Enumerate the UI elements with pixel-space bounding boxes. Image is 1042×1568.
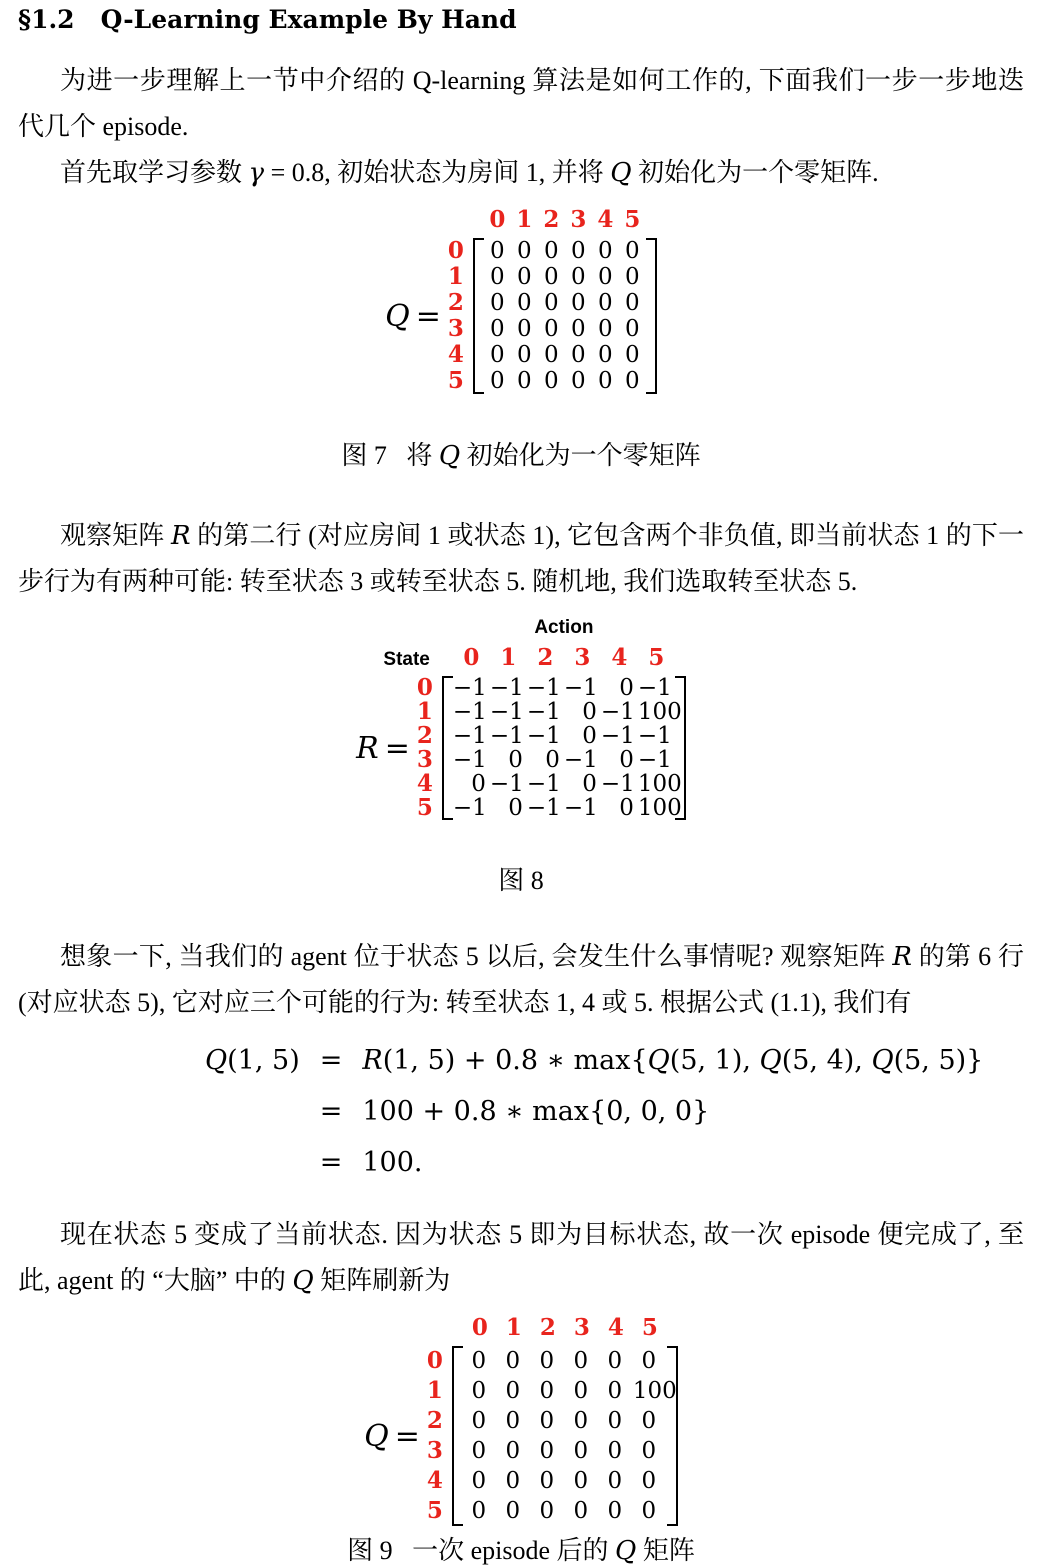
math-variable: R (362, 1045, 383, 1076)
equation-lhs (205, 1044, 300, 1078)
matrix-col-header: 3 (570, 206, 587, 233)
matrix-cell: 0 (471, 771, 486, 797)
math-variable: Q (205, 1045, 228, 1076)
text-run: (5, 5)} (893, 1045, 984, 1076)
matrix-cell: 0 (598, 238, 613, 264)
matrix-side-label: State (383, 649, 430, 670)
matrix-row-header: 5 (416, 794, 433, 821)
matrix-cell: 0 (571, 264, 586, 290)
matrix-cell: 0 (571, 316, 586, 342)
matrix-cell: 0 (619, 795, 634, 821)
matrix-cell: 0 (571, 238, 586, 264)
paragraph-parameters (18, 150, 1024, 196)
matrix-bracket-right (646, 238, 657, 394)
matrix-bracket-left (442, 676, 453, 820)
matrix-cell: 0 (625, 316, 640, 342)
text-run: 想象一下, 当我们的 agent 位于状态 5 以后, 会发生什么事情呢? 观察矩阵 (60, 942, 893, 971)
matrix-cell: −1 (526, 699, 561, 725)
matrix-cell: −1 (600, 723, 635, 749)
matrix-cell: 0 (539, 1348, 555, 1374)
text-run: (5, 1), (669, 1045, 760, 1076)
paragraph-observe-r (18, 513, 1024, 605)
math-variable: Q (871, 1045, 894, 1076)
math-variable: Q (364, 1418, 389, 1454)
matrix-variable-label (385, 299, 448, 334)
text-run: (1, 5) (227, 1045, 300, 1076)
matrix-cell: −1 (489, 699, 524, 725)
equation-lhs (205, 1095, 300, 1129)
matrix-cell: 0 (544, 316, 559, 342)
math-variable: Q (385, 298, 410, 334)
matrix-cell: −1 (489, 771, 524, 797)
matrix-cell: 0 (544, 238, 559, 264)
equation-block (205, 1044, 1024, 1180)
matrix-col-header: 1 (505, 1314, 522, 1341)
text-run: 图 9 一次 episode 后的 (347, 1536, 616, 1565)
text-run: 矩阵 (636, 1536, 695, 1565)
matrix-col-header: 5 (648, 644, 665, 671)
section-number: §1.2 (18, 5, 75, 34)
matrix-cell: 100 (637, 699, 682, 725)
matrix-cell: 0 (505, 1378, 521, 1404)
matrix-row-header: 3 (447, 315, 464, 342)
text-run: (1, 5) + 0.8 ∗ max{ (382, 1045, 648, 1076)
paragraph-intro (18, 58, 1024, 150)
text-run: 矩阵刷新为 (313, 1266, 451, 1295)
text-run: 首先取学习参数 (60, 158, 249, 187)
matrix-cell: 0 (573, 1348, 589, 1374)
matrix-cell: 0 (490, 316, 505, 342)
matrix-bracket-left (473, 238, 484, 394)
matrix-cell: 0 (517, 368, 532, 394)
matrix-cell: 0 (573, 1498, 589, 1524)
matrix-row-header: 0 (447, 237, 464, 264)
matrix-cell: 0 (571, 290, 586, 316)
text-run: 的第 6 行 (对应状态 5), 它对应三个可能的行为: 转至状态 1, 4 或 5. 根据公式 (1.1), 我们有 (18, 942, 1024, 1017)
matrix-cell: 0 (607, 1408, 623, 1434)
matrix-cell: 0 (625, 290, 640, 316)
matrix-col-header: 0 (463, 644, 480, 671)
matrix-cell: 0 (539, 1438, 555, 1464)
text-run: 为进一步理解上一节中介绍的 Q-learning 算法是如何工作的, 下面我们一步一步地迭代几个 episode. (18, 66, 1024, 141)
matrix-col-header: 5 (624, 206, 641, 233)
text-run: 100 + 0.8 ∗ max{0, 0, 0} (362, 1096, 710, 1127)
matrix-cell: 0 (582, 723, 597, 749)
matrix-cell: −1 (452, 747, 487, 773)
q-matrix-initial (385, 206, 657, 394)
r-matrix (356, 617, 686, 820)
text-run: 的第二行 (对应房间 1 或状态 1), 它包含两个非负值, 即当前状态 1 的下一步行为有两种可能: 转至状态 3 或转至状态 5. 随机地, 我们选取转至状态 5. (18, 521, 1024, 596)
math-variable: Q (647, 1045, 670, 1076)
matrix-cell: 0 (625, 264, 640, 290)
matrix-cell: −1 (600, 771, 635, 797)
figure-9 (18, 1314, 1024, 1526)
figure-7-caption (18, 439, 1024, 473)
matrix-cell: −1 (489, 723, 524, 749)
matrix-variable-label (356, 731, 417, 766)
matrix-cell: 0 (508, 747, 523, 773)
matrix-cell: −1 (526, 723, 561, 749)
matrix-row-header: 3 (426, 1437, 443, 1464)
matrix-cell: 0 (598, 342, 613, 368)
matrix-cell: 0 (490, 264, 505, 290)
matrix-cell: 0 (505, 1468, 521, 1494)
equation-rhs (362, 1044, 983, 1078)
equals-sign: = (384, 730, 410, 766)
equation-rhs (362, 1095, 983, 1129)
section-heading (18, 4, 1024, 36)
matrix-top-label: Action (534, 617, 594, 638)
matrix-cell: 0 (517, 290, 532, 316)
matrix-col-header: 1 (500, 644, 517, 671)
matrix-cell: 0 (505, 1348, 521, 1374)
matrix-cell: 0 (471, 1348, 487, 1374)
math-variable: Q (438, 441, 461, 471)
matrix-cell: 0 (490, 238, 505, 264)
matrix-cell: 0 (573, 1408, 589, 1434)
text-run: 100. (362, 1147, 423, 1178)
math-variable: Q (759, 1045, 782, 1076)
matrix-cell: −1 (452, 675, 487, 701)
matrix-cell: −1 (637, 675, 672, 701)
matrix-cell: 0 (517, 264, 532, 290)
matrix-cell: 0 (607, 1348, 623, 1374)
matrix-bracket-right (667, 1346, 678, 1526)
matrix-cell: 0 (641, 1438, 657, 1464)
matrix-cell: 0 (471, 1468, 487, 1494)
matrix-row-header: 4 (447, 341, 464, 368)
matrix-col-header: 0 (471, 1314, 488, 1341)
matrix-cell: 0 (573, 1468, 589, 1494)
matrix-col-header: 1 (516, 206, 533, 233)
paragraph-imagine (18, 934, 1024, 1026)
matrix-col-header: 3 (574, 644, 591, 671)
equals-sign: = (394, 1418, 420, 1454)
matrix-cell: 0 (471, 1498, 487, 1524)
matrix-cell: 0 (539, 1498, 555, 1524)
matrix-cell: −1 (600, 699, 635, 725)
matrix-cell: 0 (625, 238, 640, 264)
equation-lhs (205, 1146, 300, 1180)
matrix-cell: −1 (452, 699, 487, 725)
matrix-col-header: 4 (611, 644, 628, 671)
math-variable: R (356, 730, 379, 766)
matrix-col-header: 2 (537, 644, 554, 671)
text-run: 现在状态 5 变成了当前状态. 因为状态 5 即为目标状态, 故一次 episode 便完成了, 至此, agent 的 “大脑” 中的 (18, 1220, 1024, 1295)
matrix-cell: 0 (539, 1468, 555, 1494)
matrix-cell: 0 (607, 1438, 623, 1464)
matrix-cell: 0 (544, 290, 559, 316)
equals-sign: = (415, 298, 441, 334)
matrix-cell: 0 (490, 342, 505, 368)
matrix-cell: 0 (471, 1438, 487, 1464)
text-run: 初始化为一个零矩阵 (460, 441, 701, 470)
equals-sign: = (319, 1096, 343, 1127)
matrix-cell: 0 (619, 675, 634, 701)
matrix-cell: 0 (619, 747, 634, 773)
matrix-cell: 0 (641, 1468, 657, 1494)
matrix-cell: 0 (471, 1408, 487, 1434)
matrix-cell: −1 (637, 747, 672, 773)
text-run: 观察矩阵 (60, 521, 171, 550)
matrix-cell: −1 (489, 675, 524, 701)
matrix-cell: 0 (517, 342, 532, 368)
matrix-cell: 0 (505, 1438, 521, 1464)
matrix-cell: 0 (598, 264, 613, 290)
text-run: = 0.8, 初始状态为房间 1, 并将 (264, 158, 611, 187)
figure-8 (18, 617, 1024, 820)
matrix-cell: 0 (607, 1498, 623, 1524)
matrix-cell: 100 (632, 1378, 677, 1404)
matrix-cell: 0 (517, 316, 532, 342)
matrix-cell: 0 (607, 1378, 623, 1404)
matrix-cell: 0 (471, 1378, 487, 1404)
section-title: Q-Learning Example By Hand (100, 5, 517, 34)
matrix-cell: 0 (641, 1498, 657, 1524)
matrix-row-header: 1 (447, 263, 464, 290)
matrix-cell: −1 (526, 675, 561, 701)
text-run: 图 8 (498, 866, 544, 895)
equals-sign: = (319, 1045, 343, 1076)
matrix-cell: 0 (641, 1348, 657, 1374)
equals-sign: = (319, 1147, 343, 1178)
matrix-row-header: 4 (416, 770, 433, 797)
matrix-cell: 0 (573, 1438, 589, 1464)
matrix-variable-label (364, 1419, 427, 1454)
text-run: (5, 4), (781, 1045, 872, 1076)
matrix-col-header: 2 (543, 206, 560, 233)
q-matrix-updated (364, 1314, 678, 1526)
matrix-row-header: 2 (426, 1407, 443, 1434)
matrix-row-header: 0 (426, 1347, 443, 1374)
math-variable: Q (615, 1536, 637, 1566)
matrix-cell: −1 (526, 771, 561, 797)
figure-8-caption (18, 864, 1024, 898)
matrix-row-header: 1 (416, 698, 433, 725)
math-variable: R (171, 521, 191, 551)
figure-7 (18, 206, 1024, 394)
matrix-cell: 0 (641, 1408, 657, 1434)
matrix-cell: 0 (598, 290, 613, 316)
matrix-row-header: 0 (416, 674, 433, 701)
matrix-cell: 0 (490, 290, 505, 316)
matrix-col-header: 3 (573, 1314, 590, 1341)
matrix-cell: −1 (526, 795, 561, 821)
matrix-cell: 0 (517, 238, 532, 264)
matrix-cell: 0 (544, 264, 559, 290)
matrix-cell: 0 (544, 368, 559, 394)
matrix-cell: 0 (490, 368, 505, 394)
matrix-row-header: 2 (447, 289, 464, 316)
matrix-cell: 0 (539, 1378, 555, 1404)
matrix-cell: 0 (571, 368, 586, 394)
matrix-cell: −1 (452, 795, 487, 821)
text-run: 图 7 将 (341, 441, 439, 470)
text-run: 初始化为一个零矩阵. (631, 158, 879, 187)
math-variable: γ (248, 158, 265, 188)
matrix-cell: −1 (563, 675, 598, 701)
matrix-cell: 0 (598, 368, 613, 394)
matrix-bracket-left (452, 1346, 463, 1526)
matrix-col-header: 4 (597, 206, 614, 233)
math-variable: Q (292, 1266, 314, 1296)
matrix-cell: 0 (508, 795, 523, 821)
matrix-cell: 0 (505, 1408, 521, 1434)
matrix-cell: 0 (571, 342, 586, 368)
matrix-cell: −1 (637, 723, 672, 749)
math-variable: Q (610, 158, 632, 188)
matrix-cell: 0 (598, 316, 613, 342)
matrix-cell: 0 (539, 1408, 555, 1434)
paragraph-episode-done (18, 1212, 1024, 1304)
math-variable: R (892, 942, 912, 972)
matrix-row-header: 1 (426, 1377, 443, 1404)
matrix-cell: 0 (582, 771, 597, 797)
matrix-bracket-right (675, 676, 686, 820)
matrix-row-header: 5 (426, 1497, 443, 1524)
matrix-cell: 100 (637, 795, 682, 821)
matrix-cell: −1 (563, 795, 598, 821)
matrix-cell: 0 (505, 1498, 521, 1524)
matrix-col-header: 4 (607, 1314, 624, 1341)
matrix-cell: 0 (607, 1468, 623, 1494)
matrix-cell: 0 (625, 368, 640, 394)
matrix-row-header: 2 (416, 722, 433, 749)
matrix-cell: 0 (544, 342, 559, 368)
matrix-cell: −1 (452, 723, 487, 749)
matrix-col-header: 2 (539, 1314, 556, 1341)
equation-rhs (362, 1146, 983, 1180)
matrix-cell: 0 (573, 1378, 589, 1404)
matrix-cell: 0 (582, 699, 597, 725)
matrix-cell: −1 (563, 747, 598, 773)
matrix-row-header: 4 (426, 1467, 443, 1494)
figure-9-caption (18, 1534, 1024, 1568)
matrix-col-header: 5 (641, 1314, 658, 1341)
matrix-cell: 0 (545, 747, 560, 773)
matrix-row-header: 5 (447, 367, 464, 394)
matrix-cell: 100 (637, 771, 682, 797)
matrix-cell: 0 (625, 342, 640, 368)
matrix-col-header: 0 (489, 206, 506, 233)
matrix-row-header: 3 (416, 746, 433, 773)
